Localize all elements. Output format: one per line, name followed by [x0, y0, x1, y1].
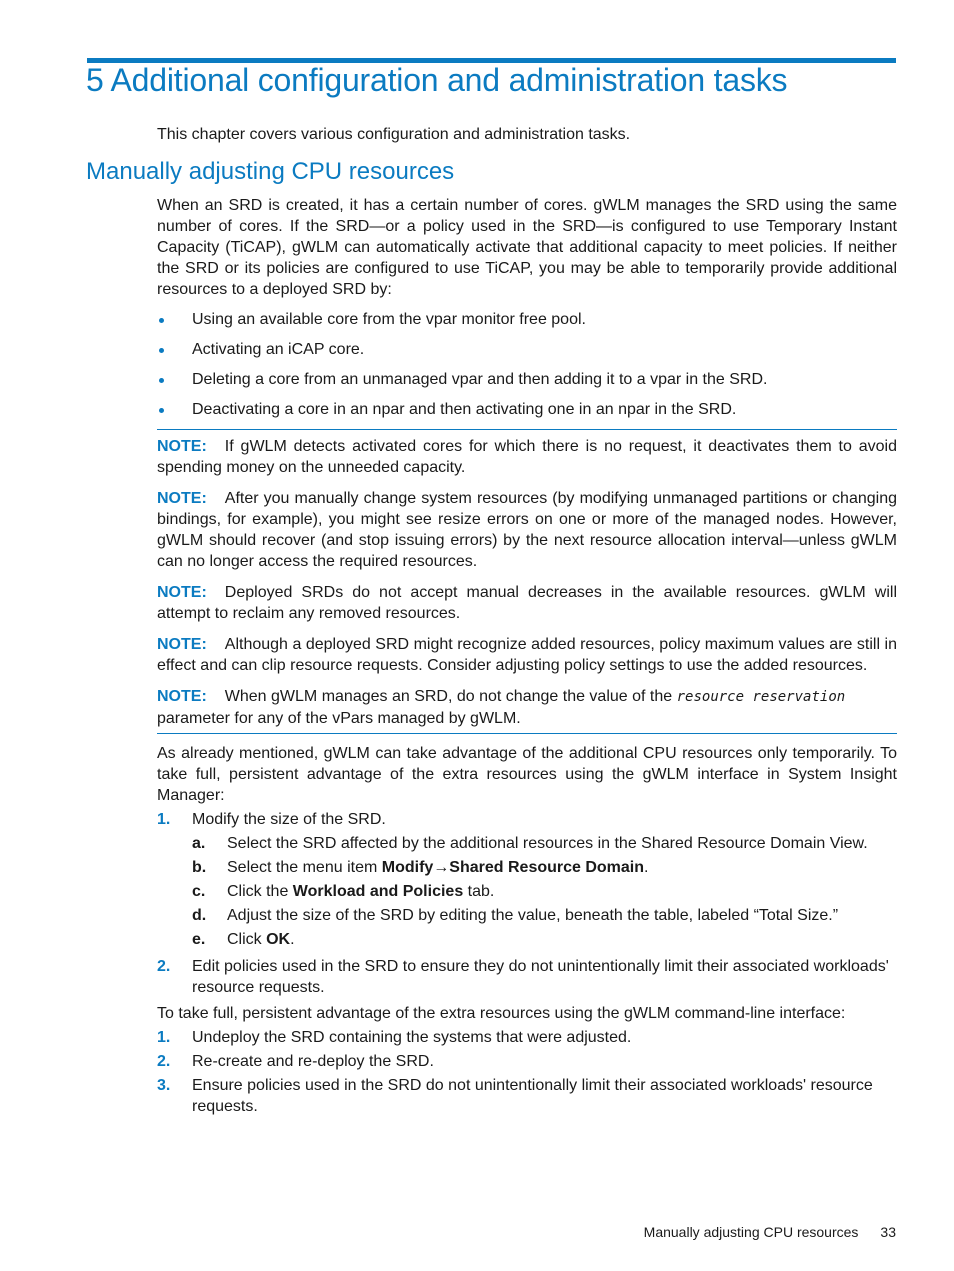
- menu-item-modify: Modify: [381, 859, 434, 876]
- page-footer: [644, 1223, 896, 1241]
- note-text: After you manually change system resources (by modifying unmanaged partitions or changing bindings, for example), you might see resize errors on one or more of the managed nodes. However, gWLM should recover (and stop issuing errors) by the next resource allocation interval—unless gWLM can no longer access the required resources.: [157, 490, 897, 570]
- step-number: 3.: [157, 1077, 171, 1094]
- list-item: Deleting a core from an unmanaged vpar and then adding it to a vpar in the SRD.: [157, 369, 897, 399]
- step-letter: b.: [192, 859, 207, 876]
- step-text: tab.: [463, 883, 495, 900]
- step-text: Undeploy the SRD containing the systems that were adjusted.: [192, 1029, 632, 1046]
- menu-arrow: →: [433, 859, 450, 876]
- step-text: Click: [227, 931, 267, 948]
- list-item: [192, 857, 897, 878]
- list-item: [192, 881, 897, 902]
- step-number: 1.: [157, 811, 171, 828]
- list-item: [192, 905, 897, 926]
- step-text: Modify the size of the SRD.: [192, 811, 386, 828]
- note: [157, 634, 897, 676]
- note-label: NOTE:: [157, 688, 207, 705]
- footer-section-title: Manually adjusting CPU resources: [643, 1224, 859, 1240]
- paragraph: As already mentioned, gWLM can take advantage of the additional CPU resources only temporarily. To take full, persistent advantage of the extra resources using the gWLM interface in System Insight Manager:: [157, 745, 897, 804]
- step-letter: c.: [192, 883, 206, 900]
- step-text: .: [644, 859, 649, 876]
- note: [157, 436, 897, 478]
- section-title: Manually adjusting CPU resources: [86, 158, 455, 185]
- parameter-name: resource reservation: [676, 689, 846, 705]
- step-text: Re-create and re-deploy the SRD.: [192, 1053, 434, 1070]
- note-label: NOTE:: [157, 636, 207, 653]
- list-item: [157, 956, 897, 998]
- step-text: Click the: [227, 883, 293, 900]
- note-label: NOTE:: [157, 438, 207, 455]
- step-text: Ensure policies used in the SRD do not unintentionally limit their associated workloads' resource requests.: [192, 1077, 873, 1115]
- notes-block: [157, 429, 897, 734]
- note-text: When gWLM manages an SRD, do not change the value of the: [224, 688, 677, 705]
- list-item: [157, 1027, 897, 1048]
- paragraph: To take full, persistent advantage of the extra resources using the gWLM command-line interface:: [157, 1005, 846, 1022]
- list-item: Deactivating a core in an npar and then activating one in an npar in the SRD.: [157, 399, 897, 429]
- step-number: 2.: [157, 958, 171, 975]
- note-text: If gWLM detects activated cores for which there is no request, it deactivates them to avoid spending money on the unneeded capacity.: [157, 438, 897, 476]
- paragraph: When an SRD is created, it has a certain number of cores. gWLM manages the SRD using the same number of cores. If the SRD—or a policy used in the SRD—is configured to use Temporary Instant Capacity (TiCAP), gWLM can automatically activate that additional capacity to meet policies. If neither the SRD or its policies are configured to use TiCAP, you may be able to temporarily provide additional resources to a deployed SRD by:: [157, 197, 897, 298]
- step-text: .: [290, 931, 295, 948]
- note: [157, 582, 897, 624]
- list-item: [157, 1051, 897, 1072]
- step-letter: a.: [192, 835, 206, 852]
- sub-steps: [192, 833, 897, 950]
- gui-steps: [157, 809, 897, 998]
- list-item: [157, 809, 897, 950]
- page-number: 33: [880, 1224, 896, 1240]
- bullet-list: [157, 309, 897, 429]
- tab-name: Workload and Policies: [292, 883, 464, 900]
- note-text: parameter for any of the vPars managed by gWLM.: [157, 710, 521, 727]
- chapter-intro: This chapter covers various configuration and administration tasks.: [157, 126, 631, 143]
- button-name: OK: [266, 931, 291, 948]
- list-item: [157, 1075, 897, 1117]
- list-item: Using an available core from the vpar monitor free pool.: [157, 309, 897, 339]
- section-body: [157, 195, 897, 1117]
- step-number: 1.: [157, 1029, 171, 1046]
- step-letter: e.: [192, 931, 206, 948]
- note-text: Deployed SRDs do not accept manual decreases in the available resources. gWLM will attempt to reclaim any removed resources.: [157, 584, 897, 622]
- step-text: Edit policies used in the SRD to ensure they do not unintentionally limit their associated workloads' resource requests.: [192, 958, 889, 996]
- note: [157, 686, 897, 729]
- note-text: Although a deployed SRD might recognize added resources, policy maximum values are still in effect and can clip resource requests. Consider adjusting policy settings to use the added resources.: [157, 636, 897, 674]
- step-text: Adjust the size of the SRD by editing the value, beneath the table, labeled “Total Size.”: [227, 907, 839, 924]
- cli-steps: [157, 1027, 897, 1117]
- step-text: Select the SRD affected by the additional resources in the Shared Resource Domain View.: [227, 835, 868, 852]
- note-label: NOTE:: [157, 584, 207, 601]
- menu-item-shared-resource-domain: Shared Resource Domain: [449, 859, 645, 876]
- chapter-title: 5 Additional configuration and administration tasks: [86, 62, 788, 98]
- step-number: 2.: [157, 1053, 171, 1070]
- note: [157, 488, 897, 572]
- list-item: [192, 833, 897, 854]
- list-item: [192, 929, 897, 950]
- step-letter: d.: [192, 907, 207, 924]
- list-item: Activating an iCAP core.: [157, 339, 897, 369]
- note-label: NOTE:: [157, 490, 207, 507]
- step-text: Select the menu item: [227, 859, 382, 876]
